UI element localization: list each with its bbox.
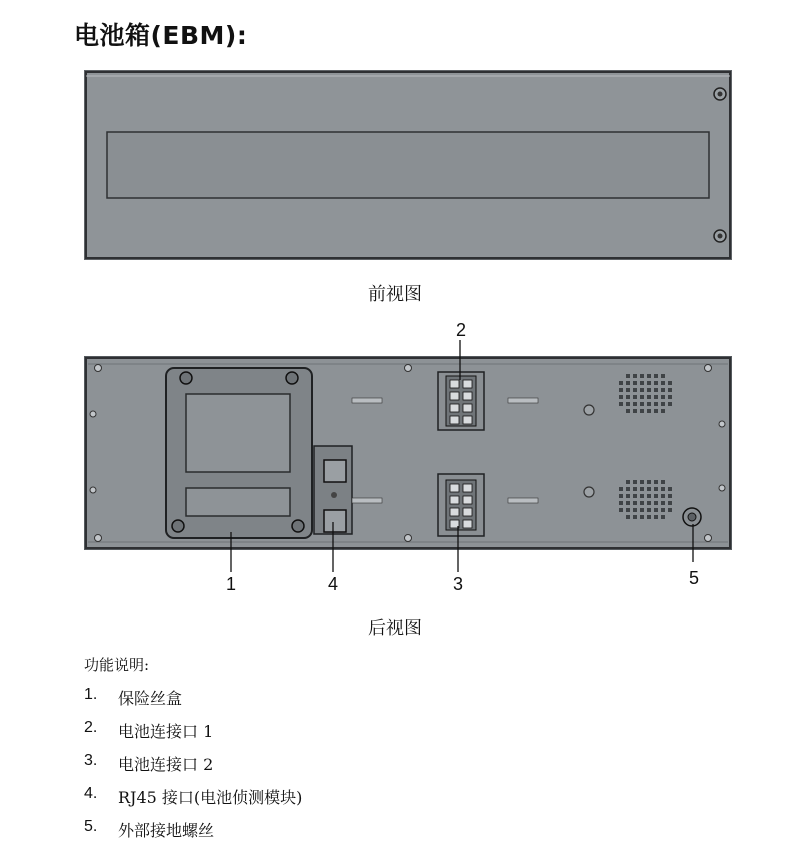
front-view-caption: 前视图: [368, 284, 422, 305]
battery-connector-2: [438, 474, 484, 536]
legend-item: 4. RJ45 接口(电池侦测模块): [84, 785, 303, 807]
fuse-box: [166, 368, 312, 538]
front-display-window: [107, 132, 709, 198]
callout-3: 3: [452, 574, 464, 594]
legend-list: [84, 686, 302, 851]
callout-1: 1: [225, 574, 237, 594]
screw-icon: [714, 88, 726, 100]
callout-4: 4: [327, 574, 339, 594]
rear-view-caption: 后视图: [368, 618, 422, 639]
front-view-figure: [0, 66, 790, 266]
page-title: 电池箱(EBM):: [74, 21, 248, 50]
legend-item: 5. 外部接地螺丝: [84, 818, 215, 840]
legend-item: 3. 电池连接口 2: [84, 752, 214, 774]
rear-view-figure: [0, 314, 790, 604]
screw-icon: [714, 230, 726, 242]
rj45-module: [314, 446, 352, 534]
callout-2: 2: [455, 320, 467, 340]
legend-heading: 功能说明:: [84, 656, 150, 674]
ground-screw: [683, 508, 701, 526]
legend-item: 1. 保险丝盒: [84, 686, 183, 708]
legend-item: 2. 电池连接口 1: [84, 719, 214, 741]
callout-5: 5: [688, 568, 700, 588]
battery-connector-1: [438, 372, 484, 430]
